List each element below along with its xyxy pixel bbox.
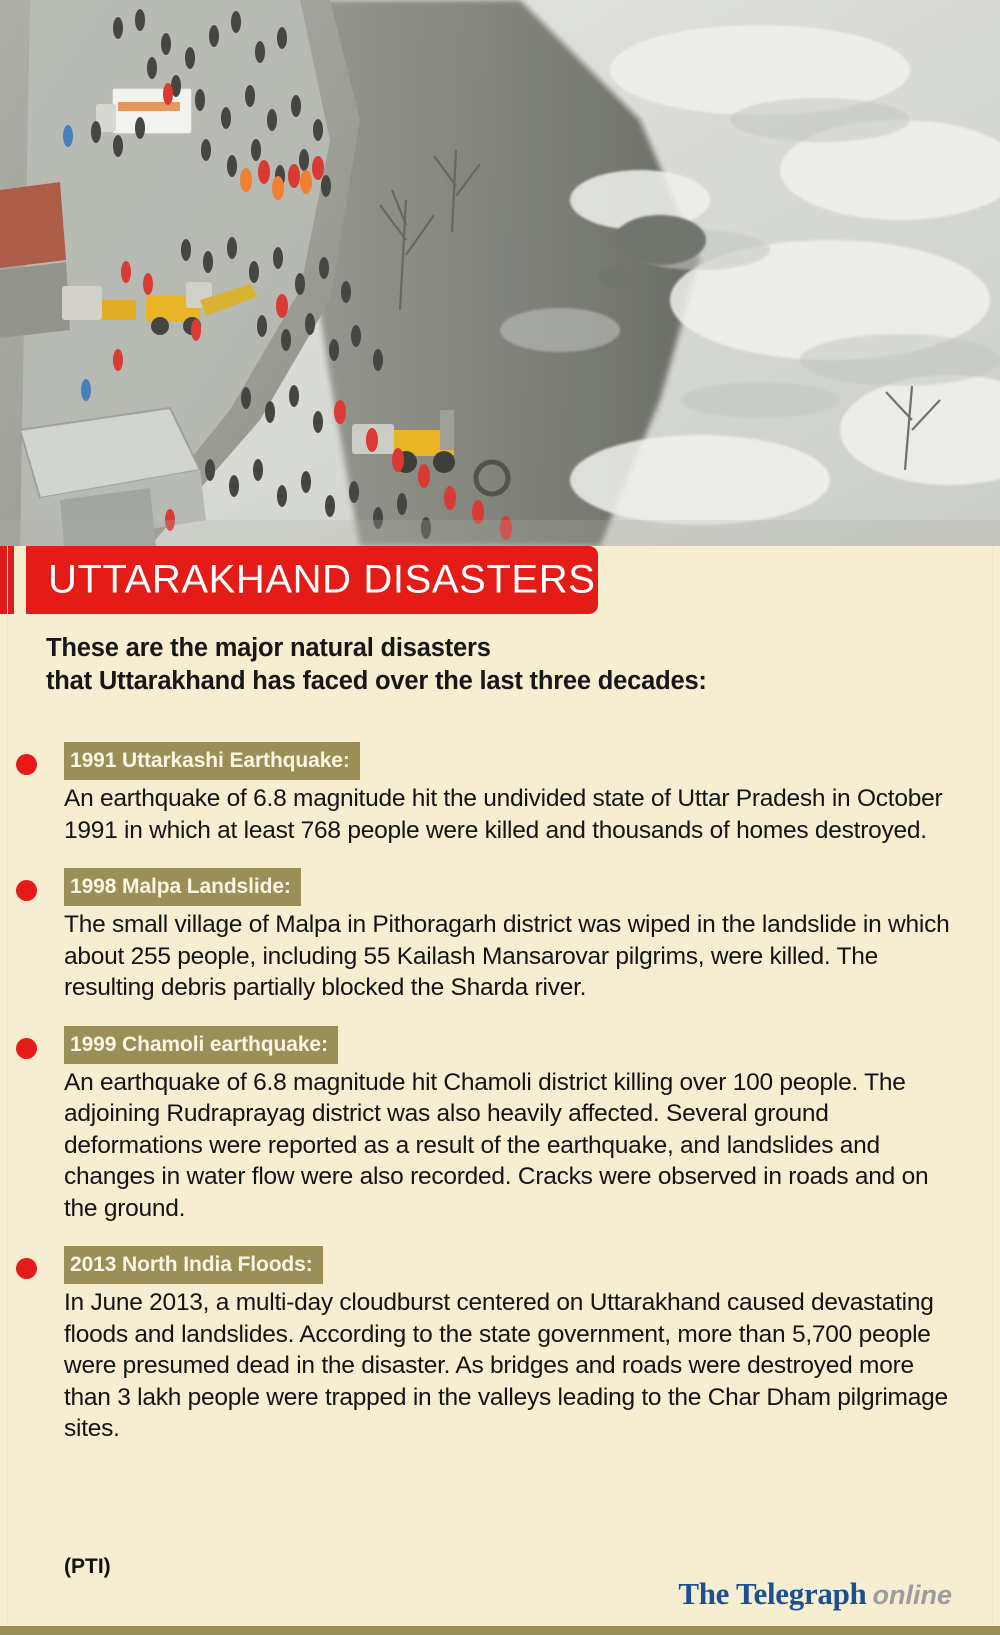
disaster-body-text: The small village of Malpa in Pithoragarh district was wiped in the landslide in which about 255 people, including 55 Kailash Mansarovar pilgrims, were killed. The resulting debris partially blocked the Sharda river. <box>64 911 950 1001</box>
disaster-chip-label: 1999 Chamoli earthquake: <box>64 1026 338 1064</box>
telegraph-online-logo <box>678 1578 952 1609</box>
list-item <box>0 1246 1000 1445</box>
list-item <box>0 742 1000 846</box>
uttarakhand-disaster-aerial-photo <box>0 0 1000 546</box>
logo-online-suffix: online <box>872 1580 952 1610</box>
page-edge-left <box>7 546 8 1635</box>
page-edge-right <box>992 546 993 1635</box>
disaster-chip-label: 1998 Malpa Landslide: <box>64 868 301 906</box>
bottom-accent-bar <box>0 1626 1000 1635</box>
bullet-dot-icon <box>16 1258 37 1279</box>
disaster-body-text: In June 2013, a multi-day cloudburst centered on Uttarakhand caused devastating floods and landslides. According to the state government, more than 5,700 people were presumed dead in the disaster. As bridges and roads were destroyed more than 3 lakh people were trapped in the valleys leading to the Char Dham pilgrimage sites. <box>64 1289 948 1442</box>
source-credit: (PTI) <box>64 1555 111 1578</box>
disaster-list <box>0 742 1000 1467</box>
page-title: UTTARAKHAND DISASTERS <box>48 557 596 602</box>
list-item <box>0 1026 1000 1225</box>
bullet-dot-icon <box>16 880 37 901</box>
list-item <box>0 868 1000 1004</box>
disaster-chip-label: 2013 North India Floods: <box>64 1246 323 1284</box>
disaster-body-text: An earthquake of 6.8 magnitude hit the undivided state of Uttar Pradesh in October 1991 in which at least 768 people were killed and thousands of homes destroyed. <box>64 785 943 844</box>
bullet-dot-icon <box>16 754 37 775</box>
title-block <box>26 546 598 614</box>
bullet-dot-icon <box>16 1038 37 1059</box>
logo-masthead: The Telegraph <box>678 1576 867 1611</box>
subtitle-line-1: These are the major natural disasters <box>46 634 491 662</box>
disaster-chip-label: 1991 Uttarkashi Earthquake: <box>64 742 360 780</box>
subtitle-line-2: that Uttarakhand has faced over the last three decades: <box>46 667 707 695</box>
subtitle <box>46 632 926 698</box>
title-banner <box>0 546 1000 614</box>
disaster-body-text: An earthquake of 6.8 magnitude hit Chamoli district killing over 100 people. The adjoining Rudraprayag district was also heavily affected. Several ground deformations were reported as a result of the earthquake, and landslides and changes in water flow were also recorded. Cracks were observed in roads and on the ground. <box>64 1068 929 1222</box>
